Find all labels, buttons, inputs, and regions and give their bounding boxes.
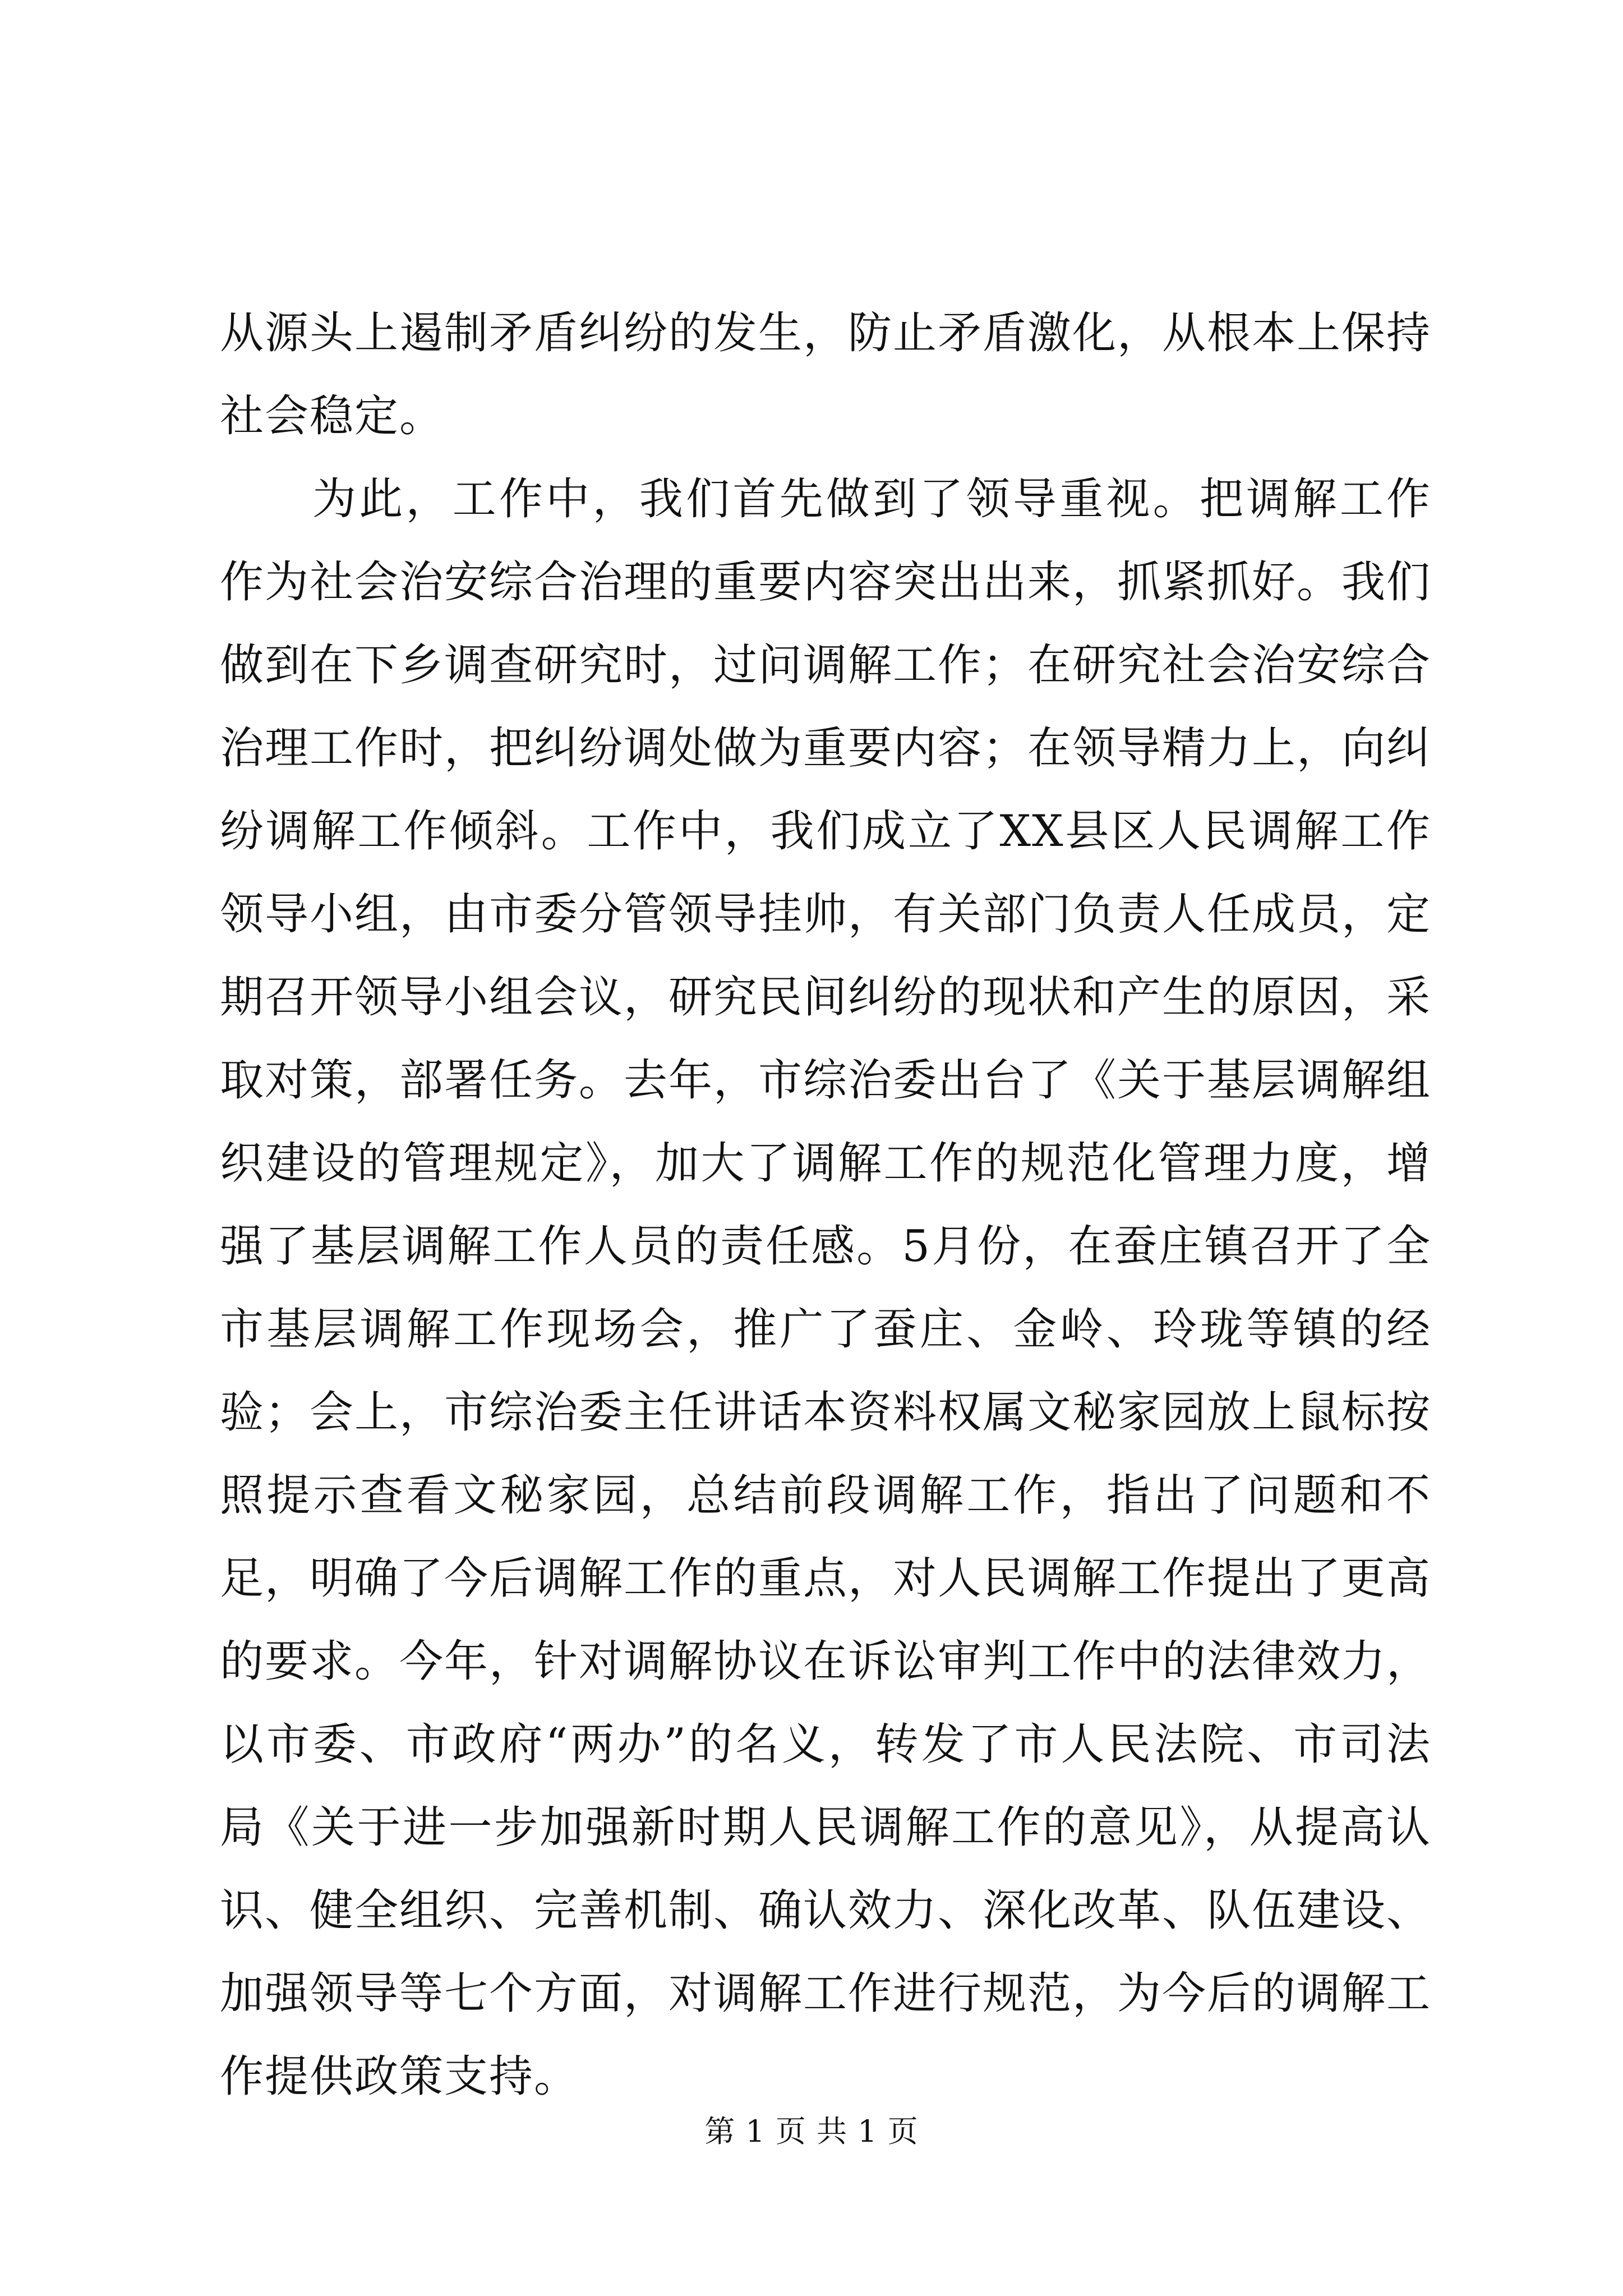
page-footer: 第 1 页 共 1 页 (704, 2114, 919, 2149)
paragraph-1: 从源头上遏制矛盾纠纷的发生，防止矛盾激化，从根本上保持社会稳定。 (220, 308, 1432, 441)
document-body (220, 292, 1431, 2118)
paragraph-2: 为此，工作中，我们首先做到了领导重视。把调解工作作为社会治安综合治理的重要内容突出出来，抓紧抓好。我们做到在下乡调查研究时，过问调解工作；在研究社会治安综合治理工作时，把纠纷调处做为重要内容；在领导精力上，向纠纷调解工作倾斜。工作中，我们成立了XX县区人民调解工作领导小组，由市委分管领导挂帅，有关部门负责人任成员，定期召开领导小组会议，研究民间纠纷的现状和产生的原因，采取对策，部署任务。去年，市综治委出台了《关于基层调解组织建设的管理规定》，加大了调解工作的规范化管理力度，增强了基层调解工作人员的责任感。5月份，在蚕庄镇召开了全市基层调解工作现场会，推广了蚕庄、金岭、玲珑等镇的经验；会上，市综治委主任讲话本资料权属文秘家园放上鼠标按照提示查看文秘家园，总结前段调解工作，指出了问题和不足，明确了今后调解工作的重点，对人民调解工作提出了更高的要求。今年，针对调解协议在诉讼审判工作中的法律效力，以市委、市政府“两办”的名义，转发了市人民法院、市司法局《关于进一步加强新时期人民调解工作的意见》，从提高认识、健全组织、完善机制、确认效力、深化改革、队伍建设、加强领导等七个方面，对调解工作进行规范，为今后的调解工作提供政策支持。 (220, 474, 1432, 2102)
